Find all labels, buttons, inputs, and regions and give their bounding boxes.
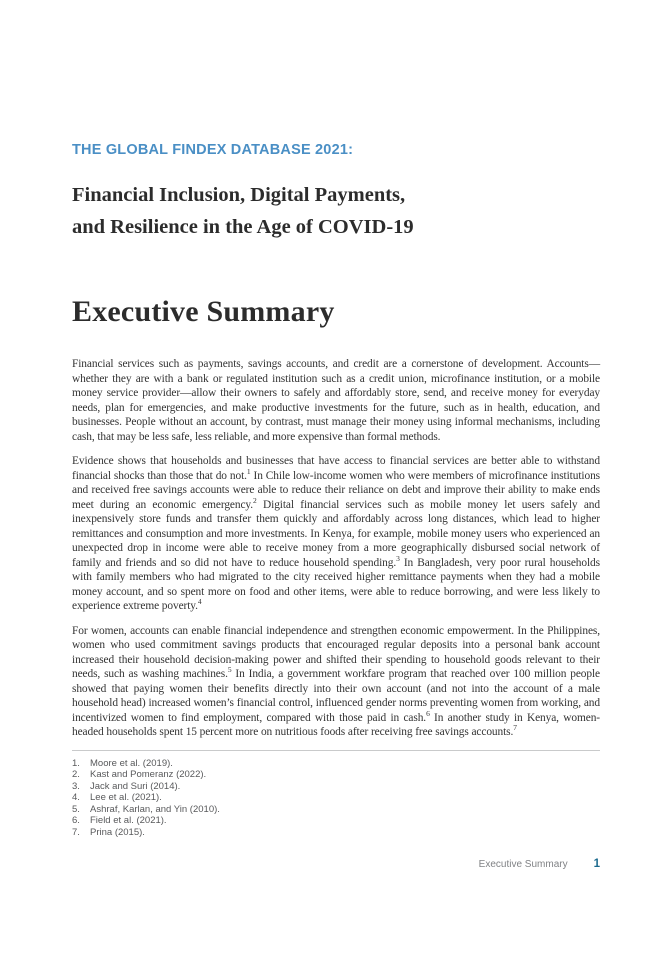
report-eyebrow: THE GLOBAL FINDEX DATABASE 2021:	[72, 142, 354, 158]
paragraph: Evidence shows that households and businesses that have access to financial services are better able to withstand financial shocks than those that do not.$^1$ In Chile low-income women who were members of microfinance institutions and received free savings accounts were able to reduce their reliance on debt and improve their ability to make ends meet during an economic emergency.$^2$ Digital financial services such as mobile money let users safely and inexpensively store funds and transfer them quickly and affordably across long distances, which lead to higher remittances and consumption and more investments. In Kenya, for example, mobile money users who experienced an unexpected drop in income were able to receive money from a more geographically disbursed social network of family and friends and so did not have to reduce household spending.$^3$ In Bangladesh, very poor rural households with family members who had migrated to the city received higher remittance payments when they had a mobile money account, and so spent more on food and other items, were able to reduce borrowing, and were less likely to experience extreme poverty.$^4$	[72, 455, 600, 612]
footnote-number: 4.	[72, 792, 80, 804]
footnote-number: 1.	[72, 757, 80, 769]
footnote-text: Kast and Pomeranz (2022).	[90, 769, 207, 781]
footnote-text: Jack and Suri (2014).	[90, 780, 181, 792]
footnotes-section	[72, 750, 600, 846]
report-title-line2: and Resilience in the Age of COVID-19	[72, 216, 414, 238]
page-content	[72, 0, 600, 870]
footnote-item	[72, 792, 600, 804]
footnote-item	[72, 827, 600, 839]
footnote-text: Lee et al. (2021).	[90, 792, 162, 804]
footnote-ref: 4	[197, 597, 202, 607]
paragraph: For women, accounts can enable financial independence and strengthen economic empowerment. In the Philippines, women who used commitment savings products that encouraged regular deposits into a personal bank account increased their household decision-making power and shifted their spending to household goods relevant to their needs, such as washing machines.$^5$ In India, a government workfare program that reached over 100 million people showed that paying women their benefits directly into their own account (and not into the account of a male household head) increased women’s financial control, influenced gender norms preventing women from working, and incentivized women to find employment, compared with those paid in cash.$^6$ In another study in Kenya, women-headed households spent 15 percent more on nutritious foods after receiving free savings accounts.$^7$	[72, 624, 600, 738]
footnote-ref: 3	[396, 553, 400, 563]
footnote-item	[72, 769, 600, 781]
footnote-item	[72, 815, 600, 827]
report-title	[72, 179, 600, 243]
footnote-item	[72, 758, 600, 770]
footnote-number: 6.	[72, 815, 80, 827]
body-paragraphs	[72, 357, 600, 740]
footnote-number: 5.	[72, 803, 80, 815]
footnote-ref: 6	[426, 708, 430, 718]
page-footer	[72, 858, 600, 870]
footer-page-number: 1	[593, 857, 600, 870]
report-title-line1: Financial Inclusion, Digital Payments,	[72, 184, 406, 206]
footnote-list	[72, 758, 600, 839]
footnote-text: Ashraf, Karlan, and Yin (2010).	[90, 803, 220, 815]
footnote-divider	[72, 750, 600, 751]
footnote-number: 2.	[72, 769, 80, 781]
footnote-text: Prina (2015).	[90, 827, 145, 839]
footnote-text: Moore et al. (2019).	[90, 757, 173, 769]
footnote-text: Field et al. (2021).	[90, 815, 167, 827]
footnote-item	[72, 781, 600, 793]
footnote-number: 3.	[72, 780, 80, 792]
footnote-number: 7.	[72, 827, 80, 839]
footnote-ref: 1	[246, 466, 251, 476]
section-heading: Executive Summary	[72, 295, 335, 328]
footnote-ref: 5	[227, 665, 232, 675]
footer-section-label: Executive Summary	[478, 858, 568, 870]
footnote-ref: 2	[253, 495, 257, 505]
footnote-ref: 7	[513, 723, 517, 733]
footnote-item	[72, 804, 600, 816]
paragraph: Financial services such as payments, savings accounts, and credit are a cornerstone of development. Accounts—whether they are with a bank or regulated institution such as a credit union, microfinance institution, or a mobile money service provider—allow their owners to safely and affordably store, send, and receive money for everyday needs, plan for emergencies, and make productive investments for the future, such as in health, education, and businesses. People without an account, by contrast, must manage their money using informal mechanisms, including cash, that may be less safe, less reliable, and more expensive than formal methods.	[72, 358, 600, 443]
